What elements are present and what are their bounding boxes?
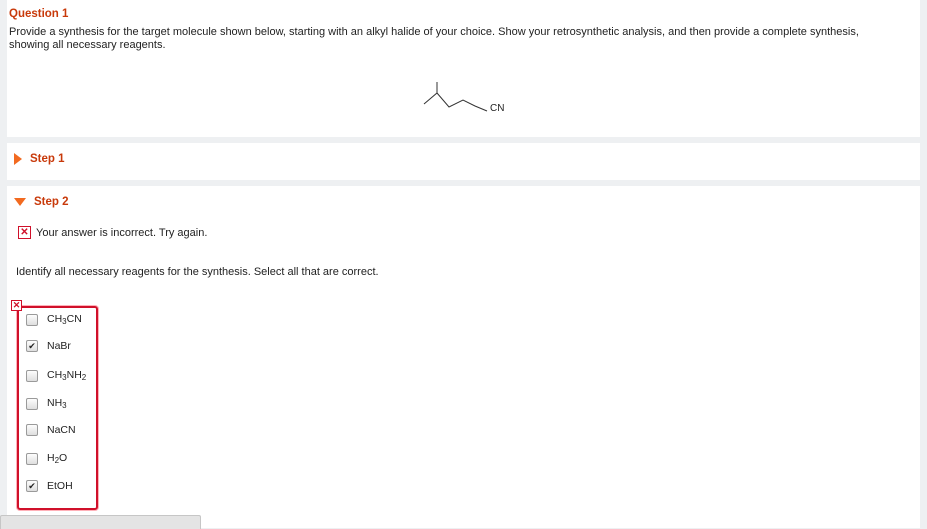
option-row[interactable] [26,369,86,382]
option-checkbox[interactable] [26,370,38,382]
option-subscript: 3 [62,373,67,382]
x-mark-icon: ✕ [18,226,31,239]
option-row[interactable] [26,452,67,465]
option-text: NaCN [47,424,76,436]
incorrect-mark-icon: ✕ [12,300,21,310]
step-2-toggle[interactable] [14,196,69,208]
bottom-tab[interactable] [0,515,201,529]
option-subscript: 3 [62,401,67,410]
option-row[interactable] [26,340,71,352]
option-text: CH [47,369,63,381]
expand-arrow-icon [14,153,22,165]
step-1-panel [7,143,920,180]
option-checkbox[interactable]: ✔ [26,340,38,352]
option-checkbox[interactable] [26,453,38,465]
option-text: NaBr [47,340,71,352]
step-2-label: Step 2 [34,196,69,208]
feedback-text: Your answer is incorrect. Try again. [36,226,208,239]
option-checkbox[interactable] [26,424,38,436]
option-label [47,480,73,492]
option-subscript: 2 [54,456,60,465]
step-1-toggle[interactable] [14,153,65,165]
option-text: CN [66,313,82,325]
option-row[interactable] [26,480,73,492]
molecule-cn-label: CN [490,103,505,114]
option-checkbox[interactable] [26,398,38,410]
option-text: NH [47,397,63,409]
target-molecule-structure [422,80,522,120]
option-label [47,369,86,382]
option-text: CH [47,313,63,325]
option-label [47,313,82,326]
option-row[interactable] [26,424,76,436]
option-subscript: 3 [62,317,67,326]
option-label [47,424,76,436]
option-text: O [59,452,68,464]
option-row[interactable] [26,313,82,326]
option-label [47,397,67,410]
feedback-message [18,226,207,239]
option-checkbox[interactable] [26,314,38,326]
option-text: NH [66,369,82,381]
option-label [47,340,71,352]
option-text: H [47,452,55,464]
option-row[interactable] [26,397,67,410]
option-subscript: 2 [81,373,87,382]
step-1-label: Step 1 [30,153,65,165]
question-text: Provide a synthesis for the target molecule shown below, starting with an alkyl halide of your choice. Show your retrosynthetic analysis, and then provide a complete synthesis, showing all necessary reagents. [9,26,859,51]
option-label [47,452,67,465]
option-checkbox[interactable]: ✔ [26,480,38,492]
question-title: Question 1 [9,8,69,20]
instruction-text: Identify all necessary reagents for the synthesis. Select all that are correct. [16,266,379,278]
option-text: EtOH [47,480,73,492]
collapse-arrow-icon [14,198,26,206]
